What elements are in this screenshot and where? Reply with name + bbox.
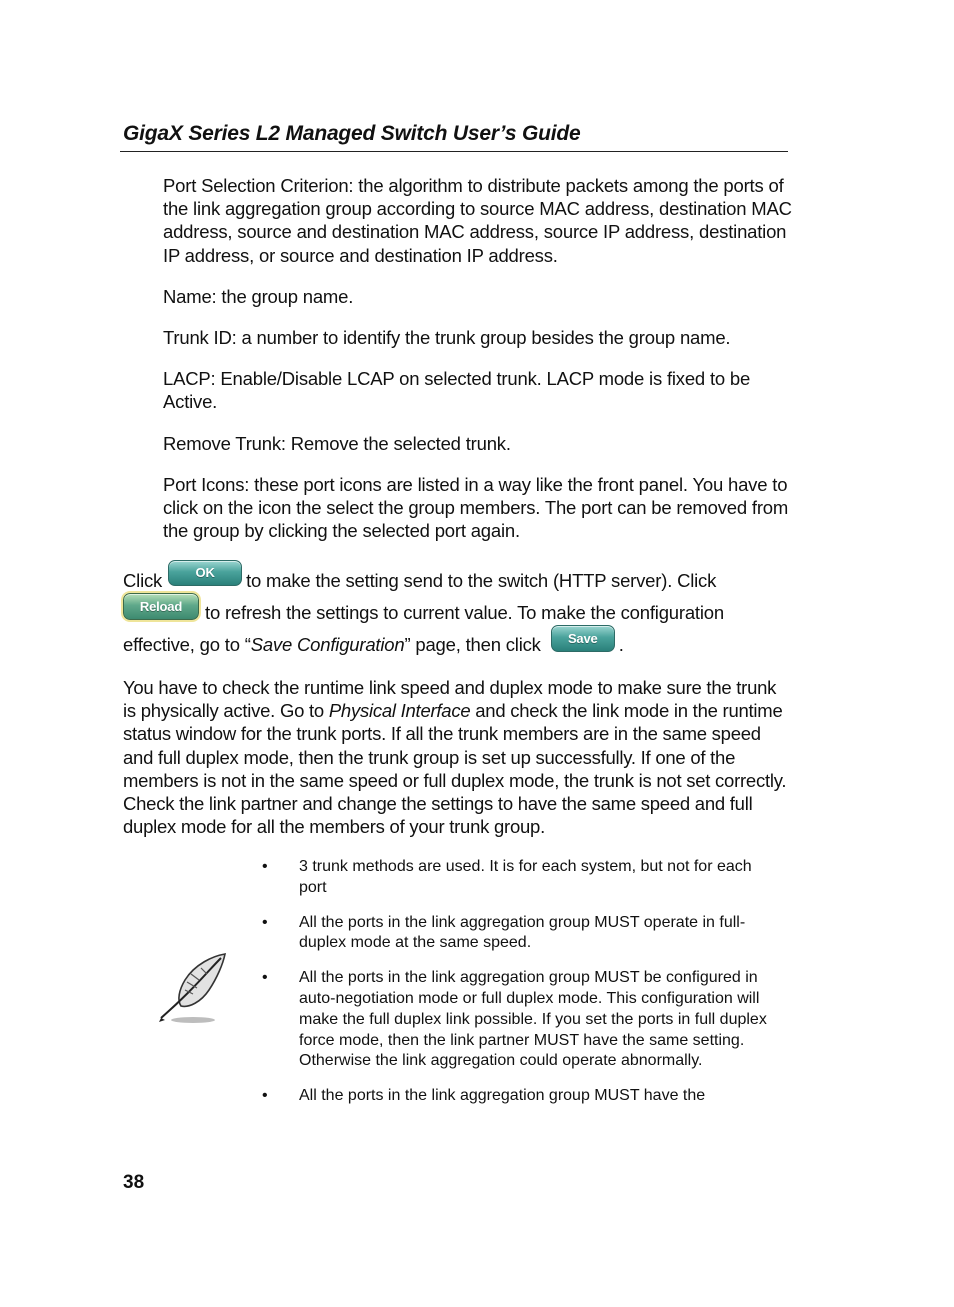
save-configuration-page-ref: Save Configuration (250, 634, 405, 655)
note-text: 3 trunk methods are used. It is for each system, but not for each port (299, 858, 752, 896)
definition-port-selection: Port Selection Criterion: the algorithm to distribute packets among the ports of the link aggregation group according to source MAC address, destination MAC address, source and destination MAC address, source IP address, destination IP address, or source and destination IP address. (163, 175, 792, 266)
runtime-text-post: and check the link mode in the runtime status window for the trunk ports. If all the trunk members are in the same speed and full duplex mode, then the trunk group is set up successfully. If one of the members is not in the same speed or full duplex mode, the trunk is not set correctly. Check the link partner and change the settings to have the same speed and full duplex mode for all the members of your trunk group. (123, 700, 787, 838)
runtime-check-paragraph (123, 676, 791, 838)
effective-text-post: ” page, then click (404, 634, 541, 655)
note-text: All the ports in the link aggregation group MUST be configured in auto-negotiation mode or full duplex mode. This configuration will make the full duplex link possible. If you set the ports in full duplex force mode, then the link partner MUST have the same setting. Otherwise the link aggregation could operate abnormally. (299, 969, 767, 1070)
instruction-line-save (123, 624, 803, 656)
note-item (262, 913, 772, 955)
page-header-title: GigaX Series L2 Managed Switch User’s Guide (123, 122, 581, 145)
feather-pen-icon (155, 950, 231, 1028)
note-text: All the ports in the link aggregation group MUST operate in full-duplex mode at the same speed. (299, 913, 746, 952)
definition-trunk-id: Trunk ID: a number to identify the trunk group besides the group name. (163, 327, 731, 349)
ok-description: to make the setting send to the switch (HTTP server). Click (246, 570, 717, 591)
runtime-text-pre: You have to check the runtime link speed and duplex mode to make sure the trunk is physically active. Go to (123, 677, 777, 722)
note-text: All the ports in the link aggregation group MUST have the (299, 1087, 706, 1105)
definition-name: Name: the group name. (163, 285, 354, 307)
click-text: Click (123, 570, 163, 591)
effective-text-pre: effective, go to “ (123, 634, 251, 655)
note-item (262, 968, 772, 1072)
button-instructions (123, 560, 803, 656)
reload-description: to refresh the settings to current value. To make the configuration (205, 602, 724, 623)
bullet-mark: • (262, 913, 268, 931)
definition-lacp: LACP: Enable/Disable LCAP on selected trunk. LACP mode is fixed to be Active. (163, 368, 751, 413)
note-item (262, 1086, 772, 1107)
definition-port-icons: Port Icons: these port icons are listed in a way like the front panel. You have to click on the icon the select the group members. The port can be removed from the group by clicking the selected port again. (163, 473, 789, 542)
physical-interface-ref: Physical Interface (328, 700, 471, 722)
bullet-mark: • (262, 1087, 268, 1105)
ok-button[interactable]: OK (168, 560, 242, 586)
bullet-mark: • (262, 969, 268, 987)
bullet-mark: • (262, 858, 268, 875)
note-list (262, 857, 772, 1121)
reload-button[interactable]: Reload (123, 593, 199, 620)
period: . (618, 634, 624, 655)
header-divider (120, 151, 788, 152)
page-number: 38 (123, 1172, 145, 1193)
save-button[interactable]: Save (551, 625, 615, 652)
definition-list (163, 174, 793, 560)
note-item (262, 857, 772, 899)
instruction-line-ok (123, 560, 803, 592)
instruction-line-reload (123, 592, 803, 624)
definition-remove-trunk: Remove Trunk: Remove the selected trunk. (163, 432, 511, 454)
